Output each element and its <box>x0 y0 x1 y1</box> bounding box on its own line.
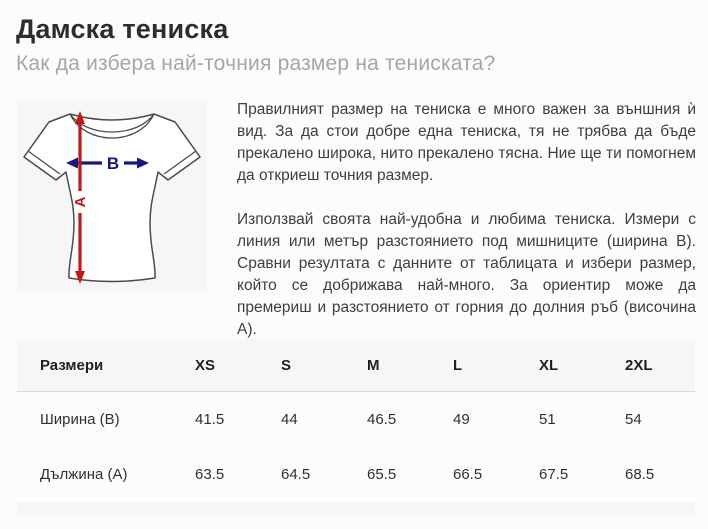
header-cell-xl: XL <box>539 356 559 374</box>
tshirt-outline-icon <box>24 114 200 282</box>
width-value-xl: 51 <box>539 411 556 428</box>
length-value-2xl: 68.5 <box>625 466 655 483</box>
width-value-xs: 41.5 <box>195 411 225 428</box>
tshirt-measure-illustration <box>17 101 207 291</box>
header-cell-m: M <box>367 356 380 374</box>
row-label-length: Дължина (A) <box>40 466 128 483</box>
width-value-l: 49 <box>453 411 470 428</box>
width-value-s: 44 <box>281 411 298 428</box>
length-value-m: 65.5 <box>367 466 397 483</box>
label-a: А <box>72 196 89 208</box>
row-label-width: Ширина (B) <box>40 411 120 428</box>
size-diagram <box>17 101 207 291</box>
size-table <box>17 339 695 517</box>
size-table-header-row <box>17 339 695 392</box>
header-cell-2xl: 2XL <box>625 356 653 374</box>
label-b: B <box>106 154 120 173</box>
table-bottom-strip <box>17 502 695 517</box>
width-value-2xl: 54 <box>625 411 642 428</box>
table-row-width <box>17 392 695 447</box>
intro-paragraph-2: Използвай своята най-удобна и любима тениска. Измери с линия или метър разстоянието под мишниците (ширина B). Сравни резултата с данните от таблицата и избери размер, който се добрижава най-много. За ориентир може да премериш и разстоянието от горния до долния ръб (височина A). <box>237 211 696 338</box>
length-value-xl: 67.5 <box>539 466 569 483</box>
header-cell-s: S <box>281 356 292 374</box>
header-cell-xs: XS <box>195 356 216 374</box>
table-row-length <box>17 447 695 502</box>
page-title: Дамска тениска <box>16 14 229 44</box>
width-value-m: 46.5 <box>367 411 397 428</box>
page-subtitle: Как да избера най-точния размер на тениската? <box>16 52 496 75</box>
length-value-l: 66.5 <box>453 466 483 483</box>
header-cell-l: L <box>453 356 463 374</box>
intro-paragraph-1: Правилният размер на тениска е много важен за външния ѝ вид. За да стои добре една тениска, тя не трябва да бъде прекалено широка, нито прекалено тясна. Ние ще ти помогнем да откриеш точния размер. <box>237 101 696 184</box>
header-cell-sizes: Размери <box>40 356 104 374</box>
length-value-xs: 63.5 <box>195 466 225 483</box>
length-value-s: 64.5 <box>281 466 311 483</box>
intro-text <box>237 99 696 363</box>
